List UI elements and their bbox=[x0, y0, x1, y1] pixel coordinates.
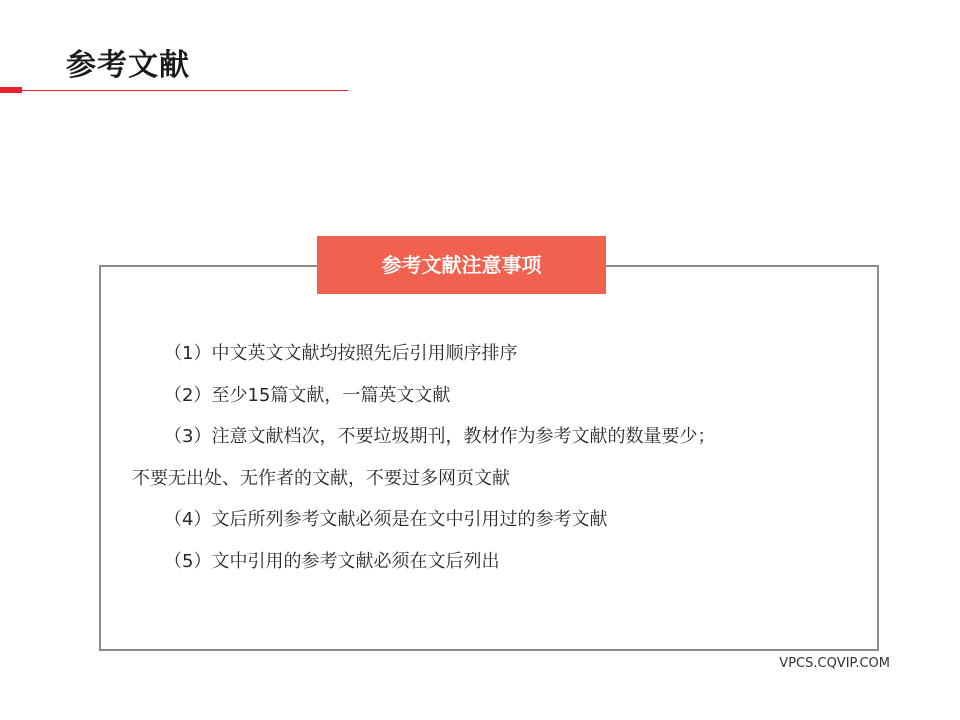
note-item-2 bbox=[132, 375, 852, 417]
note-item-2-text: （2）至少15篇文献，一篇英文文献 bbox=[164, 384, 451, 406]
note-item-3-text: （3）注意文献档次，不要垃圾期刊，教材作为参考文献的数量要少； bbox=[164, 426, 716, 447]
note-item-5-text: （5）文中引用的参考文献必须在文后列出 bbox=[164, 550, 500, 572]
page-title: 参考文献 bbox=[66, 48, 190, 83]
note-item-1 bbox=[132, 333, 852, 375]
note-item-3 bbox=[132, 416, 852, 499]
note-item-5 bbox=[132, 541, 852, 583]
note-item-1-text: （1）中文英文文献均按照先后引用顺序排序 bbox=[164, 343, 518, 364]
note-item-4-text: （4）文后所列参考文献必须是在文中引用过的参考文献 bbox=[164, 509, 608, 530]
notes-list bbox=[132, 333, 852, 582]
title-accent-bar bbox=[0, 87, 22, 93]
notes-box-heading: 参考文献注意事项 bbox=[317, 236, 606, 294]
title-underline bbox=[22, 90, 348, 91]
note-item-4 bbox=[132, 499, 852, 541]
note-item-3-continuation: 不要无出处、无作者的文献，不要过多网页文献 bbox=[132, 467, 510, 489]
footer-url: VPCS.CQVIP.COM bbox=[779, 656, 890, 671]
